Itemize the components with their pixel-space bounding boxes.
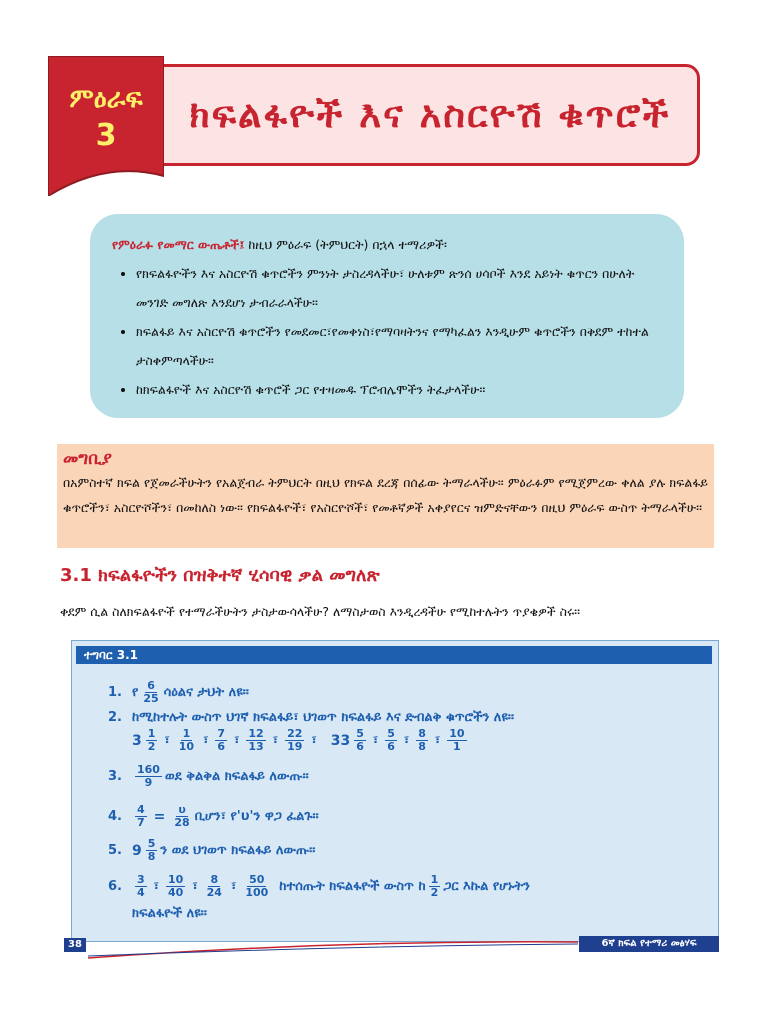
- fraction: [135, 764, 162, 789]
- question-number: 3.: [108, 769, 122, 784]
- separator: ፣: [164, 733, 170, 748]
- section-title: 3.1 ክፍልፋዮችን በዝቅተኛ ሂሳባዊ ቃል መግለጽ: [60, 565, 380, 586]
- denominator: 4: [137, 886, 145, 899]
- numerator: 5: [387, 727, 395, 740]
- outcome-item: • ከክፍልፋዮች እና አስርዮሽ ቁጥሮች ጋር የተዛመዱ ፕሮብሌሞችን ትፈታላችሁ፡፡: [136, 375, 662, 404]
- numerator: 6: [147, 679, 155, 692]
- separator: ፣: [372, 733, 379, 748]
- page-number: 38: [64, 938, 86, 952]
- denominator: 28: [174, 816, 190, 829]
- numerator: 4: [137, 803, 145, 816]
- numerator: 5: [147, 837, 156, 850]
- numerator: 1: [430, 873, 439, 886]
- outcomes-heading-text: ከዚህ ምዕራፍ (ትምህርት) በኋላ ተማሪዎች፡: [248, 237, 447, 252]
- question-text: ከሚከተሉት ውስጥ ህገኛ ክፍልፋይ፣ ህገወጥ ክፍልፋይ እና ድብልቅ ቁጥሮችን ለዩ፡፡: [132, 710, 515, 725]
- denominator: 2: [147, 740, 156, 753]
- separator: ፣: [234, 733, 240, 748]
- fraction: [285, 728, 304, 753]
- question-1: [108, 680, 249, 705]
- separator: ፣: [230, 879, 237, 894]
- fraction: [243, 874, 270, 899]
- question-3: [108, 764, 309, 789]
- separator: ፣: [203, 733, 209, 748]
- fraction: [385, 728, 397, 753]
- numerator: 10: [168, 873, 184, 886]
- denominator: 13: [248, 740, 264, 753]
- question-text: የ: [132, 685, 139, 700]
- denominator: 7: [137, 816, 145, 829]
- denominator: 24: [206, 886, 222, 899]
- separator: ፣: [403, 733, 410, 748]
- introduction-box: [57, 444, 714, 548]
- chapter-label: ምዕራፍ: [69, 84, 143, 114]
- question-4: [108, 804, 319, 829]
- separator: ፣: [434, 733, 441, 748]
- numerator: 8: [418, 727, 426, 740]
- fraction: [141, 680, 160, 705]
- question-number: 5.: [108, 843, 122, 858]
- numerator: υ: [178, 803, 186, 816]
- question-number: 2.: [108, 710, 122, 725]
- fraction: [135, 804, 147, 829]
- introduction-body: በአምስተኛ ክፍል የጀመራችሁትን የአልጀብራ ትምህርት በዚህ የክፍል ደረጃ በሰፊው ትማራላችሁ፡፡ ምዕራፉም የሚጀምረው ቀለል ያሉ ክፍልፋይ ቁጥሮችን፣ አስርዮሾችን፣ በመከለስ ነው፡፡ የክፍልፋዮች፣ የአስርዮሾች፣ የመቶኛዎች አቀያየርና ዝምድናቸውን በዚህ ምዕራፍ ውስጥ ትማራላችሁ፡፡: [63, 475, 708, 515]
- numerator: 12: [248, 727, 264, 740]
- numerator: 10: [449, 727, 465, 740]
- question-text: ወደ ቅልቅል ክፍልፋይ ለውጡ፡፡: [164, 769, 309, 784]
- denominator: 8: [147, 850, 156, 863]
- denominator: 25: [143, 692, 159, 705]
- mixed-whole: 33: [330, 732, 351, 749]
- outcome-item: • ክፍልፋይ እና አስርዮሽ ቁጥሮችን የመደመር፣የመቀነስ፣የማባዛትንና የማካፈልን እንዲሁም ቁጥሮችን በቅደም ተከተል ታስቀምጣላችሁ፡፡: [136, 317, 662, 375]
- fraction: [215, 728, 227, 753]
- denominator: 1: [453, 740, 461, 753]
- equals-sign: =: [153, 808, 166, 825]
- activity-title: ተግባር 3.1: [76, 646, 712, 664]
- outcomes-heading-label: የምዕራፉ የመማር ውጤቶች፤: [112, 237, 245, 252]
- numerator: 22: [287, 727, 303, 740]
- learning-outcomes-heading: [112, 230, 662, 259]
- question-6-line-2: [132, 906, 207, 921]
- fraction: [172, 804, 191, 829]
- numerator: 8: [210, 873, 219, 886]
- fraction: [246, 728, 265, 753]
- numerator: 3: [137, 873, 145, 886]
- separator: ፣: [311, 733, 317, 748]
- fraction: [146, 728, 158, 753]
- question-2: [108, 710, 514, 725]
- question-text: ሳዕልና ታህት ለዩ፡፡: [163, 685, 249, 700]
- denominator: 6: [217, 740, 226, 753]
- footer-swoosh-icon: [88, 930, 578, 960]
- question-text: ክፍልፋዮች ለዩ፡፡: [132, 906, 207, 921]
- question-number: 4.: [108, 809, 122, 824]
- question-number: 1.: [108, 685, 122, 700]
- outcomes-list: [112, 259, 662, 404]
- fraction: [166, 874, 185, 899]
- separator: ፣: [153, 879, 159, 894]
- denominator: 6: [387, 740, 395, 753]
- book-title: 6ኛ ክፍል የተማሪ መፅሃፍ: [579, 936, 719, 952]
- question-text: ከተሰጡት ክፍልፋዮች ውስጥ ከ: [279, 879, 426, 894]
- separator: ፣: [192, 879, 198, 894]
- question-5: [108, 838, 315, 863]
- fraction: [429, 874, 441, 899]
- mixed-whole: 9: [132, 842, 142, 859]
- mixed-whole: 3: [132, 732, 142, 749]
- question-6: [108, 874, 530, 899]
- numerator: 7: [217, 727, 226, 740]
- fraction: [416, 728, 428, 753]
- numerator: 1: [147, 727, 156, 740]
- denominator: 19: [287, 740, 303, 753]
- question-number: 6.: [108, 879, 122, 894]
- question-text: ን ወደ ህገወጥ ክፍልፋይ ለውጡ፡፡: [160, 843, 316, 858]
- chapter-number: 3: [95, 118, 117, 153]
- denominator: 40: [168, 886, 184, 899]
- question-text: ቢሆን፣ የ'υ'ን ዋጋ ፈልጉ፡፡: [194, 809, 319, 824]
- introduction-title: መግቢያ: [63, 449, 112, 469]
- separator: ፣: [272, 733, 279, 748]
- fraction: [354, 728, 366, 753]
- denominator: 6: [356, 740, 364, 753]
- outcome-item: • የክፍልፋዮችን እና አስርዮሽ ቁጥሮችን ምንነት ታስረዳላችሁ፣ ሁለቱም ጽንሰ ሀሳቦች እንደ አይነት ቁጥርን በሁለት መንገድ መግለጽ እንደሆነ ታብራራላችሁ፡፡: [136, 259, 662, 317]
- numerator: 5: [356, 727, 364, 740]
- learning-outcomes-box: [90, 214, 684, 418]
- fraction: [177, 728, 196, 753]
- fraction-list: [132, 728, 470, 753]
- denominator: 8: [418, 740, 426, 753]
- fraction: [447, 728, 466, 753]
- denominator: 9: [144, 776, 153, 789]
- fraction: [135, 874, 147, 899]
- denominator: 100: [245, 886, 269, 899]
- fraction: [205, 874, 224, 899]
- numerator: 1: [182, 727, 191, 740]
- section-text: ቀደም ሲል ስለክፍልፋዮች የተማራችሁትን ታስታውሳላችሁ? ለማስታወስ እንዲረዳችሁ የሚከተሉትን ጥያቄዎች ስሩ፡፡: [60, 604, 581, 619]
- numerator: 160: [137, 763, 160, 776]
- chapter-title: ክፍልፋዮች እና አስርዮሽ ቁጥሮች: [189, 93, 671, 136]
- fraction: [146, 838, 158, 863]
- numerator: 50: [249, 873, 265, 886]
- denominator: 2: [430, 886, 439, 899]
- denominator: 10: [178, 740, 195, 753]
- question-text: ጋር እኩል የሆኑትን: [443, 879, 530, 894]
